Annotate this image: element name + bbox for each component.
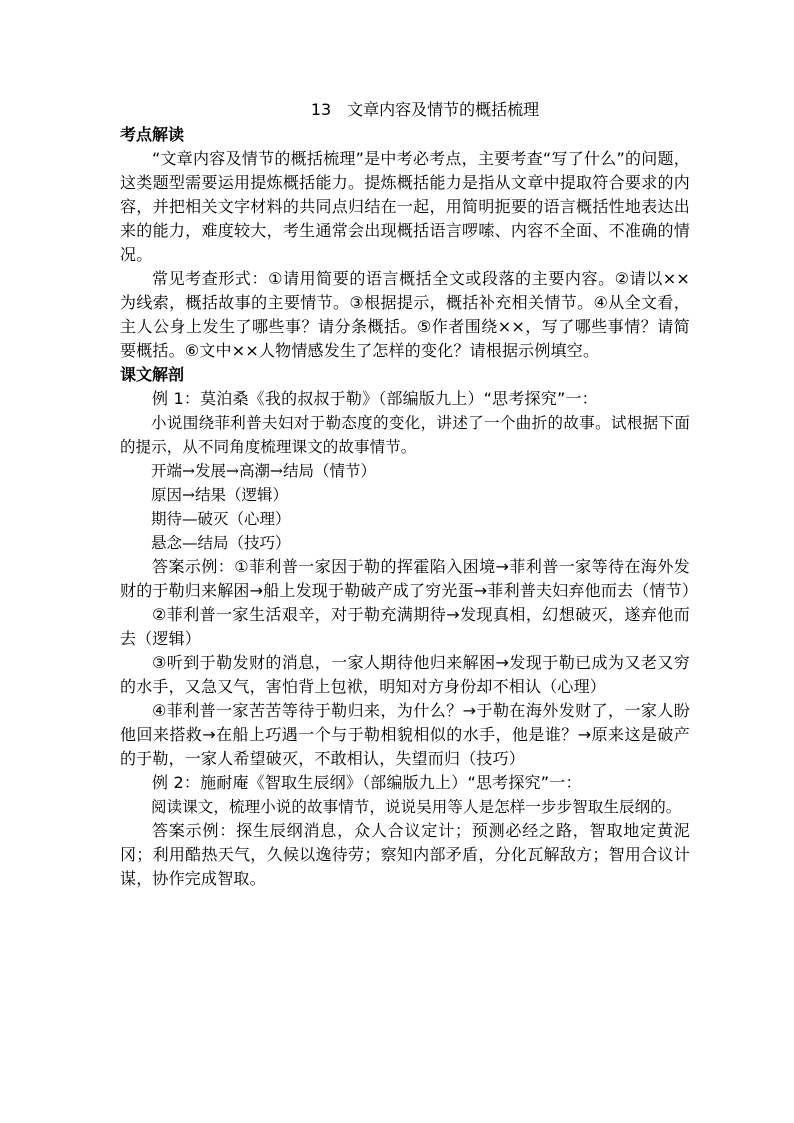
example-1-hint: 开端→发展→高潮→结局（情节）	[151, 462, 376, 480]
document-page	[120, 98, 699, 891]
example-1-answer: ④菲利普一家苦苦等待于勒归来，为什么？→于勒在海外发财了，一家人盼他回来搭救→在船上巧遇一个与于勒相貌相似的水手，他是谁？→原来这是破产的于勒，一家人希望破灭，不敢相认，失望而归（技巧）	[120, 701, 690, 768]
example-2-label: 例 2：施耐庵《智取生辰纲》（部编版九上）“思考探究”一：	[152, 773, 582, 792]
example-1-hint: 悬念—结局（技巧）	[151, 534, 291, 552]
intro-paragraph: “文章内容及情节的概括梳理”是中考必考点，主要考查“写了什么”的问题，这类题型需要运用提炼概括能力。提炼概括能力是指从文章中提取符合要求的内容，并把相关文字材料的共同点归结在一起，用简明扼要的语言概括性地表达出来的能力，难度较大，考生通常会出现概括语言啰嗦、内容不全面、不准确的情况。	[120, 149, 690, 264]
example-1-hint: 原因→结果（逻辑）	[151, 486, 288, 504]
example-1-answer: 答案示例：①菲利普一家因于勒的挥霍陷入困境→菲利普一家等待在海外发财的于勒归来解困→船上发现于勒破产成了穷光蛋→菲利普夫妇弃他而去（情节）	[120, 557, 699, 600]
example-1-answer: ③听到于勒发财的消息，一家人期待他归来解困→发现于勒已成为又老又穷的水手，又急又气，害怕背上包袱，明知对方身份却不相认（心理）	[120, 653, 690, 696]
question-forms-paragraph: 常见考查形式：①请用简要的语言概括全文或段落的主要内容。②请以××为线索，概括故事的主要情节。③根据提示，概括补充相关情节。④从全文看，主人公身上发生了哪些事？请分条概括。⑤作者围绕××，写了哪些事情？请简要概括。⑥文中××人物情感发生了怎样的变化？请根据示例填空。	[120, 269, 690, 360]
section-heading-kewen: 课文解剖	[120, 365, 185, 384]
example-1-question: 小说围绕菲利普夫妇对于勒态度的变化，讲述了一个曲折的故事。试根据下面的提示，从不同角度梳理课文的故事情节。	[120, 414, 690, 456]
example-1-label: 例 1：莫泊桑《我的叔叔于勒》（部编版九上）“思考探究”一：	[152, 389, 598, 408]
example-2-question: 阅读课文，梳理小说的故事情节，说说吴用等人是怎样一步步智取生辰纲的。	[151, 798, 682, 816]
example-1-answer: ②菲利普一家生活艰辛，对于勒充满期待→发现真相，幻想破灭，遂弃他而去（逻辑）	[120, 605, 690, 648]
example-1-hint: 期待—破灭（心理）	[151, 510, 291, 528]
example-2-answer: 答案示例：探生辰纲消息，众人合议定计；预测必经之路，智取地定黄泥冈；利用酷热天气，久候以逸待劳；察知内部矛盾，分化瓦解敌方；智用合议计谋，协作完成智取。	[120, 821, 690, 888]
section-heading-kaodian: 考点解读	[120, 125, 185, 144]
document-title: 13 文章内容及情节的概括梳理	[310, 100, 540, 119]
